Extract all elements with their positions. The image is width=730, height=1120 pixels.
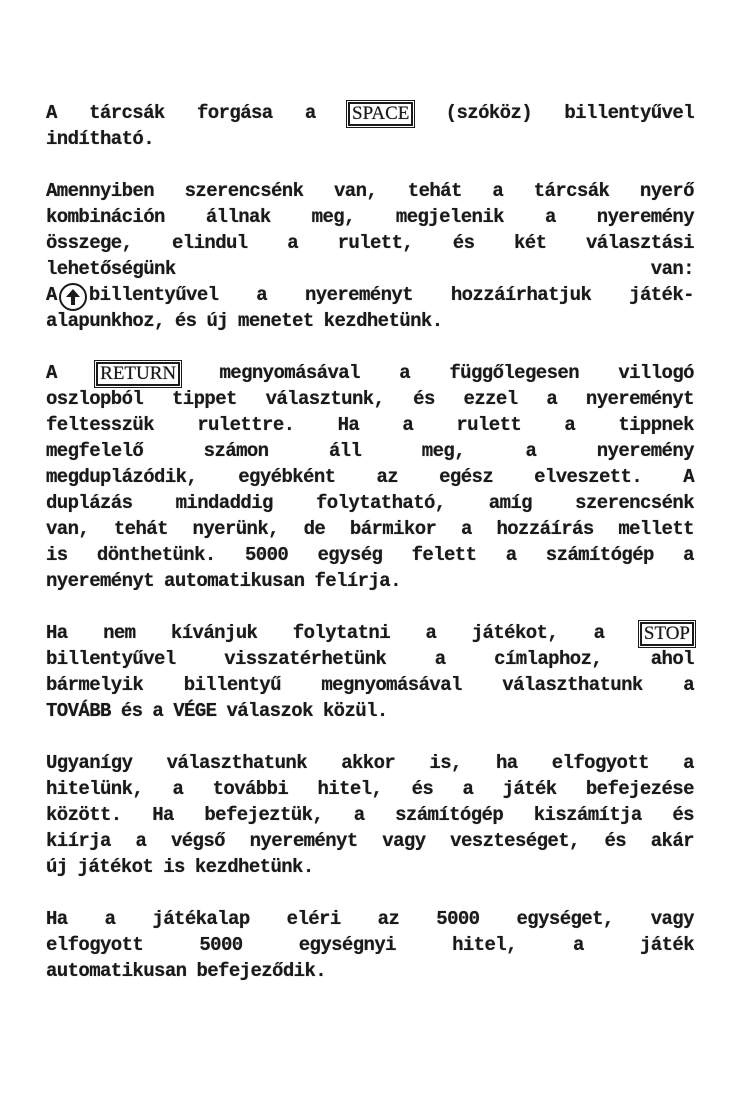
up-arrow-key-icon: [59, 283, 87, 311]
word: a: [683, 752, 694, 774]
word: Ha: [337, 414, 360, 436]
word: feltesszük: [46, 414, 155, 436]
word: tárcsák: [533, 180, 610, 202]
text-line: [46, 256, 694, 282]
word: és: [120, 700, 143, 722]
word: választhatunk: [166, 752, 308, 774]
text-line: [46, 646, 694, 672]
word: a: [353, 804, 365, 826]
word: alapunkhoz,: [46, 310, 165, 332]
word: megfelelő: [46, 440, 144, 462]
word: függőlegesen: [449, 362, 579, 384]
text-line: [46, 542, 694, 568]
word: A: [46, 362, 57, 384]
word: végső: [170, 830, 225, 852]
text-line: [46, 776, 694, 802]
word: elindul: [172, 232, 248, 254]
word: forgása: [197, 102, 273, 124]
word: játék: [502, 778, 557, 800]
word: és: [411, 778, 434, 800]
word: hitel,: [317, 778, 383, 800]
text-line: [46, 958, 694, 984]
word: a: [152, 700, 164, 722]
word: a: [525, 440, 537, 462]
word: címlaphoz,: [494, 648, 603, 670]
word: egész: [439, 466, 494, 488]
text-line: [46, 802, 694, 828]
word: a: [172, 778, 184, 800]
text-line: [46, 672, 694, 698]
word: kombináción: [46, 206, 165, 228]
word: új: [46, 856, 68, 878]
word: menetet: [238, 310, 314, 332]
word: egységet,: [516, 908, 614, 930]
word: szerencsénk: [575, 492, 694, 514]
word: új: [206, 310, 229, 332]
word: egység: [317, 544, 383, 566]
word: tippnek: [618, 414, 694, 436]
word: de: [303, 518, 326, 540]
word: egyébként: [238, 466, 336, 488]
word: akár: [650, 830, 694, 852]
word: kezdhetünk.: [194, 856, 314, 878]
word: folytatni: [292, 622, 391, 644]
word: a: [460, 518, 472, 540]
word: van,: [46, 518, 90, 540]
word: indítható.: [46, 128, 155, 150]
word: ahol: [650, 648, 694, 670]
word: válaszok: [226, 700, 313, 722]
word: nem: [103, 622, 136, 644]
paragraph-5: [46, 750, 694, 880]
text-line: [46, 464, 694, 490]
word: bármikor: [349, 518, 437, 540]
word: kiírja: [46, 830, 111, 852]
paragraph-2: [46, 178, 694, 334]
word: tárcsák: [89, 102, 165, 124]
text-line: [46, 490, 694, 516]
text-line: [46, 932, 694, 958]
word: rulettre.: [197, 414, 295, 436]
text-line: [46, 204, 694, 230]
text-line: [46, 750, 694, 776]
text-line: [46, 126, 694, 152]
word: megjelenik: [395, 206, 504, 228]
word: hitel,: [452, 934, 517, 956]
word: automatikusan: [46, 960, 187, 982]
word: nyeremény: [596, 206, 694, 228]
text-line: [46, 282, 694, 308]
word: A billentyűvel: [46, 282, 218, 308]
text-line: [46, 230, 694, 256]
word: és: [452, 232, 475, 254]
word: amíg: [488, 492, 532, 514]
word: áll: [328, 440, 362, 462]
word: ha: [495, 752, 518, 774]
word: lehetőségünk: [46, 258, 176, 280]
word: bármelyik: [46, 674, 144, 696]
word: folytatható,: [315, 492, 446, 514]
word: felett: [411, 544, 477, 566]
word: ezzel: [463, 388, 518, 410]
word: akkor: [341, 752, 396, 774]
word: duplázás: [46, 492, 133, 514]
word: vagy: [650, 908, 694, 930]
word: veszteséget,: [450, 830, 580, 852]
word: A: [683, 466, 694, 488]
paragraph-4: [46, 620, 694, 724]
word: a: [505, 544, 517, 566]
word: játékot: [77, 856, 154, 878]
text-line: [46, 568, 694, 594]
word: hitelünk,: [46, 778, 144, 800]
word: az: [376, 466, 399, 488]
word: játék-: [629, 284, 694, 306]
text-line: [46, 516, 694, 542]
word: a: [402, 414, 414, 436]
word: 5000: [245, 544, 289, 566]
key-label-return: RETURN: [96, 362, 180, 386]
word: és: [604, 830, 627, 852]
word: mindaddig: [175, 492, 273, 514]
word: van,: [333, 180, 378, 202]
word: a: [425, 622, 437, 644]
word: összege,: [46, 232, 133, 254]
word: további: [212, 778, 289, 800]
word: a: [683, 674, 694, 696]
word: eléri: [286, 908, 341, 930]
word: játékot,: [471, 622, 559, 644]
word: a: [492, 180, 504, 202]
word: megduplázódik,: [46, 466, 198, 488]
word: számítógép: [545, 544, 654, 566]
word: [640, 620, 694, 646]
word: a: [544, 206, 556, 228]
word: elfogyott: [46, 934, 144, 956]
word: a: [683, 544, 694, 566]
word: tippet: [171, 388, 237, 410]
text-line: [46, 698, 694, 724]
word: elfogyott: [551, 752, 649, 774]
word: mellett: [618, 518, 694, 540]
word: visszatérhetünk: [224, 648, 387, 670]
word: állnak: [205, 206, 271, 228]
word: a: [399, 362, 411, 384]
word: nyereményt: [249, 830, 358, 852]
word: a: [546, 388, 558, 410]
word: választhatunk: [502, 674, 643, 696]
word: meg,: [311, 206, 355, 228]
word: megnyomásával: [219, 362, 360, 384]
word: választási: [585, 232, 694, 254]
text-line: [46, 100, 694, 126]
word: kezdhetünk.: [323, 310, 443, 332]
word: tehát: [113, 518, 168, 540]
word: a: [135, 830, 147, 852]
word: billentyűvel: [46, 648, 176, 670]
word: (szóköz): [445, 102, 533, 124]
word: nyereményt: [585, 388, 694, 410]
text-line: [46, 308, 694, 334]
word: hozzáírhatjuk: [450, 284, 592, 306]
word: befejeztük,: [204, 804, 324, 826]
word: rulett: [456, 414, 522, 436]
word: billentyű: [183, 674, 281, 696]
text-line: [46, 620, 694, 646]
word: a: [434, 648, 446, 670]
word: egységnyi: [298, 934, 396, 956]
paragraph-3: [46, 360, 694, 594]
manual-page: [46, 100, 694, 1010]
word: között.: [46, 804, 122, 826]
word: a: [287, 232, 299, 254]
word: A: [46, 102, 57, 124]
text-line: [46, 438, 694, 464]
text-line: [46, 360, 694, 386]
word: 5000: [436, 908, 480, 930]
word: befejeződik.: [196, 960, 327, 982]
word: az: [377, 908, 400, 930]
key-label-space: SPACE: [348, 102, 413, 126]
word: közül.: [322, 700, 388, 722]
word: Ha: [46, 622, 68, 644]
word: villogó: [618, 362, 694, 384]
text-line: [46, 828, 694, 854]
word: befejezése: [585, 778, 694, 800]
word: két: [513, 232, 547, 254]
word: Ha: [152, 804, 174, 826]
word: kiszámítja: [533, 804, 642, 826]
text-line: [46, 854, 694, 880]
word: nyeremény: [596, 440, 694, 462]
word: is,: [429, 752, 462, 774]
word: választunk,: [265, 388, 385, 410]
word: Ha: [46, 908, 68, 930]
word: automatikusan: [164, 570, 305, 592]
word: nyereményt: [304, 284, 413, 306]
word: és: [174, 310, 197, 332]
word: is: [163, 856, 185, 878]
word: Ugyanígy: [46, 752, 133, 774]
word: a: [256, 284, 268, 306]
word: tehát: [407, 180, 462, 202]
text-line: [46, 906, 694, 932]
word: meg,: [421, 440, 466, 462]
word: rulett,: [337, 232, 414, 254]
word: számítógép: [395, 804, 504, 826]
word: és: [672, 804, 694, 826]
word: nyerünk,: [192, 518, 279, 540]
word: a: [593, 622, 605, 644]
word: játékalap: [152, 908, 250, 930]
word: a: [564, 414, 576, 436]
text-line: [46, 178, 694, 204]
paragraph-6: [46, 906, 694, 984]
word: a: [304, 102, 316, 124]
word: [348, 100, 413, 126]
word: 5000: [199, 934, 243, 956]
word: szerencsénk: [184, 180, 304, 202]
word: kívánjuk: [170, 622, 258, 644]
word: dönthetünk.: [96, 544, 216, 566]
word: nyerő: [639, 180, 694, 202]
word: számon: [203, 440, 269, 462]
word: van:: [650, 258, 694, 280]
paragraph-1: [46, 100, 694, 152]
word: billentyűvel: [564, 102, 694, 124]
word: VÉGE: [173, 700, 217, 722]
text-line: [46, 412, 694, 438]
word: a: [573, 934, 584, 956]
word: Amennyiben: [46, 180, 155, 202]
word: elveszett.: [534, 466, 643, 488]
word: felírja.: [314, 570, 401, 592]
word: TOVÁBB: [46, 700, 111, 722]
word: a: [462, 778, 474, 800]
word: [96, 360, 180, 386]
key-label-stop: STOP: [640, 622, 694, 646]
text-line: [46, 386, 694, 412]
word: a: [104, 908, 116, 930]
word: nyereményt: [46, 570, 155, 592]
word: hozzáírás: [496, 518, 594, 540]
word: is: [46, 544, 68, 566]
word: játék: [639, 934, 694, 956]
word: megnyomásával: [321, 674, 462, 696]
word: vagy: [382, 830, 426, 852]
word: oszlopból: [46, 388, 144, 410]
word: és: [413, 388, 435, 410]
